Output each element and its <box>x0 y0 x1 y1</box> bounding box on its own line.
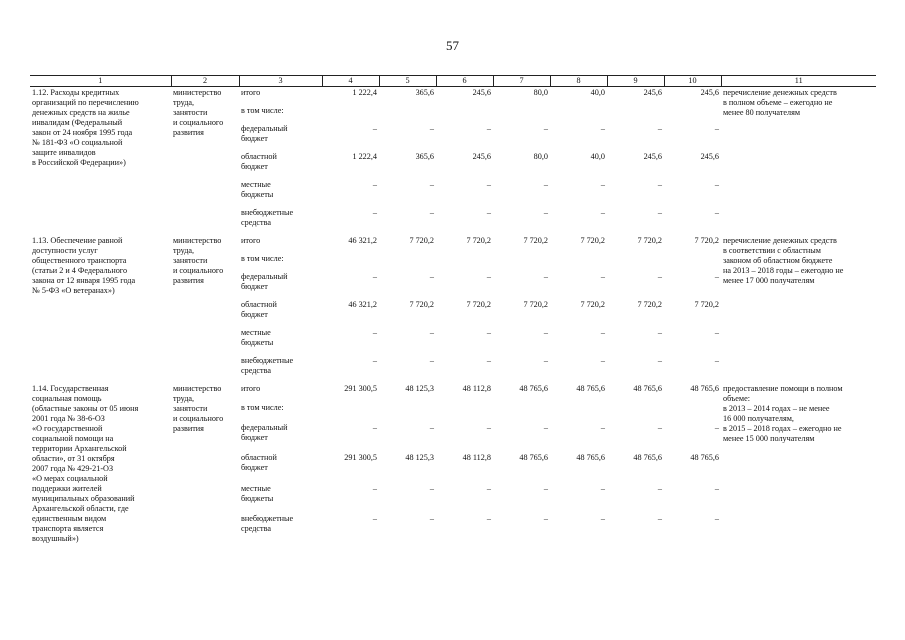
amount-cell: – <box>486 327 491 337</box>
amount-cell: – <box>600 179 605 189</box>
header-cell: 1 <box>30 76 171 87</box>
funding-source: местные бюджеты <box>241 327 274 347</box>
item-description: 1.13. Обеспечение равной доступности услуг общественного транспорта (статьи 2 и 4 Федерального закона от 12 января 1995 года № 5-ФЗ «О ветеранах») <box>32 235 136 295</box>
amount-cell: – <box>486 123 491 133</box>
item-row <box>30 235 876 253</box>
header-cell: 2 <box>171 76 239 87</box>
amount-cell: 40,0 <box>590 151 605 161</box>
amount-cell: – <box>486 271 491 281</box>
amount-cell <box>322 105 379 123</box>
amount-cell: – <box>429 483 434 493</box>
amount-cell: 7 720,2 <box>637 299 662 309</box>
amount-cell: 48 765,6 <box>633 383 662 393</box>
budget-table <box>30 75 876 544</box>
amount-cell <box>493 253 550 271</box>
amount-cell <box>379 253 436 271</box>
table-body <box>30 76 876 544</box>
amount-cell: – <box>714 179 719 189</box>
amount-cell: – <box>486 355 491 365</box>
item-row <box>30 383 876 403</box>
amount-cell: – <box>486 207 491 217</box>
funding-source: областной бюджет <box>241 151 277 171</box>
amount-cell: 7 720,2 <box>523 299 548 309</box>
amount-cell: – <box>372 179 377 189</box>
amount-cell: – <box>543 271 548 281</box>
amount-cell: 48 125,3 <box>405 453 434 463</box>
amount-cell <box>322 253 379 271</box>
amount-cell <box>550 253 607 271</box>
amount-cell: – <box>543 123 548 133</box>
amount-cell: 48 112,8 <box>462 453 491 463</box>
amount-cell: 48 765,6 <box>633 453 662 463</box>
amount-cell: – <box>714 123 719 133</box>
expected-result: перечисление денежных средств в соответствии с областным законом об областном бюджете на 2013 – 2018 годы – ежегодно не менее 17 000 получателям <box>723 235 844 285</box>
amount-cell: – <box>486 179 491 189</box>
amount-cell: 1 222,4 <box>352 88 377 97</box>
expected-result: перечисление денежных средств в полном объеме – ежегодно не менее 80 получателям <box>723 88 837 117</box>
amount-cell: – <box>543 422 548 432</box>
amount-cell: – <box>600 355 605 365</box>
amount-cell: – <box>714 327 719 337</box>
amount-cell: – <box>429 355 434 365</box>
amount-cell: – <box>657 355 662 365</box>
expected-result: предоставление помощи в полном объеме: в 2013 – 2014 годах – не менее 16 000 получателям, в 2015 – 2018 годах – ежегодно не менее 15 000 получателям <box>723 383 843 443</box>
amount-cell: – <box>372 271 377 281</box>
funding-source: итого <box>241 383 261 393</box>
item-description: 1.12. Расходы кредитных организаций по перечислению денежных средств на жилье инвалидам (Федеральный закон от 24 ноября 1995 года № 181-ФЗ «О социальной защите инвалидов в Российской Федерации») <box>32 88 139 167</box>
amount-cell: 7 720,2 <box>694 235 719 245</box>
amount-cell: 46 321,2 <box>348 235 377 245</box>
item-description: 1.14. Государственная социальная помощь (областные законы от 05 июня 2001 года № 38-6-ОЗ «О государственной социальной помощи на территории Архангельской области», от 31 октября 2007 года № 429-21-ОЗ «О мерах социальной поддержки жителей муниципальных образований Архангельской области, где единственным видом транспорта является воздушный») <box>32 383 139 543</box>
header-cell: 11 <box>721 76 876 87</box>
amount-cell: – <box>429 179 434 189</box>
header-cell: 3 <box>239 76 322 87</box>
amount-cell: – <box>429 207 434 217</box>
amount-cell: – <box>372 355 377 365</box>
amount-cell: – <box>714 271 719 281</box>
amount-cell: – <box>600 123 605 133</box>
amount-cell: – <box>714 207 719 217</box>
amount-cell: 48 765,6 <box>690 453 719 463</box>
header-cell: 10 <box>664 76 721 87</box>
amount-cell: 80,0 <box>533 88 548 97</box>
header-cell: 8 <box>550 76 607 87</box>
amount-cell: 46 321,2 <box>348 299 377 309</box>
amount-cell: 245,6 <box>643 88 662 97</box>
amount-cell: 7 720,2 <box>466 299 491 309</box>
amount-cell <box>550 105 607 123</box>
item-row <box>30 87 876 105</box>
amount-cell: 245,6 <box>700 88 719 97</box>
amount-cell: – <box>600 422 605 432</box>
amount-cell: – <box>657 207 662 217</box>
amount-cell: – <box>372 327 377 337</box>
amount-cell: – <box>429 514 434 524</box>
amount-cell: – <box>714 355 719 365</box>
funding-source: внебюджетные средства <box>241 355 294 375</box>
amount-cell: 7 720,2 <box>466 235 491 245</box>
amount-cell: 7 720,2 <box>409 235 434 245</box>
amount-cell: – <box>657 271 662 281</box>
amount-cell: 48 765,6 <box>576 453 605 463</box>
amount-cell: 365,6 <box>415 88 434 97</box>
amount-cell: – <box>657 327 662 337</box>
amount-cell: – <box>714 514 719 524</box>
amount-cell: – <box>600 483 605 493</box>
amount-cell <box>550 402 607 422</box>
funding-source: областной бюджет <box>241 453 277 473</box>
funding-source: в том числе: <box>241 253 284 263</box>
amount-cell: 365,6 <box>415 151 434 161</box>
amount-cell: – <box>543 514 548 524</box>
amount-cell: – <box>600 327 605 337</box>
amount-cell: – <box>372 207 377 217</box>
amount-cell: – <box>543 179 548 189</box>
amount-cell: – <box>600 207 605 217</box>
amount-cell: 7 720,2 <box>694 299 719 309</box>
amount-cell: 7 720,2 <box>580 235 605 245</box>
amount-cell: – <box>543 355 548 365</box>
header-cell: 4 <box>322 76 379 87</box>
amount-cell: 245,6 <box>472 151 491 161</box>
amount-cell <box>436 402 493 422</box>
amount-cell: – <box>372 422 377 432</box>
amount-cell <box>322 402 379 422</box>
amount-cell <box>664 402 721 422</box>
amount-cell: – <box>429 327 434 337</box>
header-cell: 6 <box>436 76 493 87</box>
amount-cell: – <box>429 422 434 432</box>
amount-cell: 48 125,3 <box>405 383 434 393</box>
amount-cell: 40,0 <box>590 88 605 97</box>
header-cell: 9 <box>607 76 664 87</box>
amount-cell: 1 222,4 <box>352 151 377 161</box>
amount-cell: – <box>657 422 662 432</box>
amount-cell: 48 765,6 <box>690 383 719 393</box>
amount-cell <box>379 402 436 422</box>
amount-cell: – <box>600 271 605 281</box>
amount-cell: – <box>714 422 719 432</box>
amount-cell <box>493 105 550 123</box>
amount-cell: – <box>543 483 548 493</box>
amount-cell: – <box>429 123 434 133</box>
funding-source: местные бюджеты <box>241 483 274 503</box>
amount-cell: – <box>657 123 662 133</box>
amount-cell <box>379 105 436 123</box>
funding-source: местные бюджеты <box>241 179 274 199</box>
amount-cell: – <box>657 483 662 493</box>
amount-cell: 80,0 <box>533 151 548 161</box>
amount-cell: – <box>486 483 491 493</box>
amount-cell <box>664 253 721 271</box>
amount-cell: 291 300,5 <box>344 453 377 463</box>
funding-source: федеральный бюджет <box>241 271 288 291</box>
amount-cell: – <box>372 123 377 133</box>
amount-cell: 245,6 <box>700 151 719 161</box>
funding-source: в том числе: <box>241 105 284 115</box>
funding-source: в том числе: <box>241 403 284 413</box>
amount-cell: – <box>372 514 377 524</box>
amount-cell: – <box>429 271 434 281</box>
amount-cell <box>664 105 721 123</box>
header-row <box>30 76 876 87</box>
funding-source: внебюджетные средства <box>241 207 294 227</box>
amount-cell: 48 765,6 <box>519 383 548 393</box>
amount-cell: – <box>543 207 548 217</box>
funding-source: областной бюджет <box>241 299 277 319</box>
amount-cell: 48 765,6 <box>576 383 605 393</box>
funding-source: федеральный бюджет <box>241 422 288 442</box>
responsible-party: министерство труда, занятости и социального развития <box>173 235 224 285</box>
amount-cell <box>436 105 493 123</box>
amount-cell: 7 720,2 <box>523 235 548 245</box>
funding-source: внебюджетные средства <box>241 514 294 534</box>
amount-cell: 7 720,2 <box>409 299 434 309</box>
amount-cell: 7 720,2 <box>637 235 662 245</box>
amount-cell: – <box>657 514 662 524</box>
funding-source: федеральный бюджет <box>241 123 288 143</box>
amount-cell: – <box>657 179 662 189</box>
header-cell: 7 <box>493 76 550 87</box>
amount-cell: 48 112,8 <box>462 383 491 393</box>
amount-cell: – <box>486 422 491 432</box>
amount-cell: 48 765,6 <box>519 453 548 463</box>
amount-cell: – <box>543 327 548 337</box>
amount-cell: – <box>600 514 605 524</box>
responsible-party: министерство труда, занятости и социального развития <box>173 383 224 433</box>
amount-cell <box>607 105 664 123</box>
amount-cell: 245,6 <box>472 88 491 97</box>
funding-source: итого <box>241 88 261 97</box>
page-number: 57 <box>446 38 459 53</box>
amount-cell: 7 720,2 <box>580 299 605 309</box>
amount-cell: – <box>714 483 719 493</box>
amount-cell <box>607 402 664 422</box>
amount-cell <box>436 253 493 271</box>
amount-cell <box>607 253 664 271</box>
responsible-party: министерство труда, занятости и социального развития <box>173 88 224 137</box>
funding-source: итого <box>241 235 261 245</box>
amount-cell: – <box>372 483 377 493</box>
header-cell: 5 <box>379 76 436 87</box>
amount-cell: – <box>486 514 491 524</box>
amount-cell <box>493 402 550 422</box>
amount-cell: 245,6 <box>643 151 662 161</box>
amount-cell: 291 300,5 <box>344 383 377 393</box>
